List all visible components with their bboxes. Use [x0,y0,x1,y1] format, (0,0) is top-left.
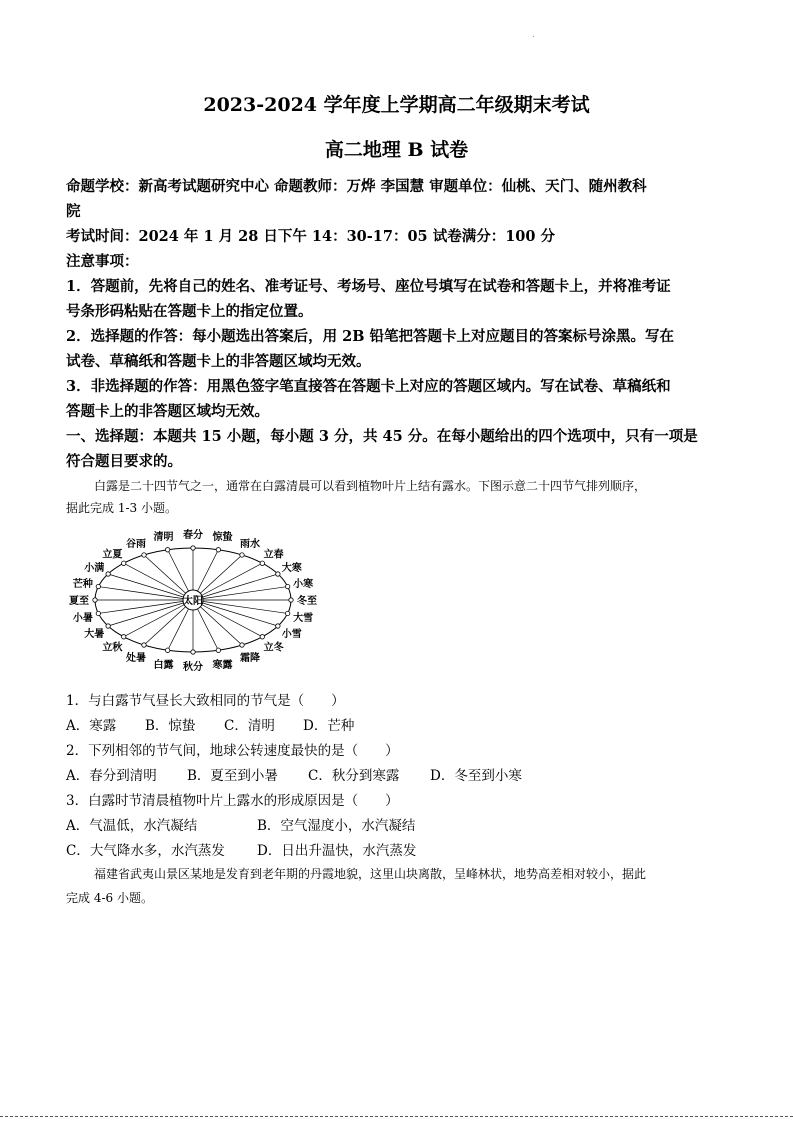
orbit-spoke [193,587,288,600]
q2-option-d: D．冬至到小寒 [430,768,522,784]
intro-text-cont: 据此完成 1-3 小题。 [66,501,177,515]
q1-option-b: B．惊蛰 [145,718,196,734]
term-label: 谷雨 [126,538,146,550]
page-bottom-rule [0,1116,793,1117]
term-label: 惊蛰 [212,532,233,544]
term-point [260,635,264,639]
q1-option-a: A．寒露 [66,718,117,734]
orbit-spoke [98,587,193,600]
term-point [122,561,126,565]
term-label: 处暑 [126,653,146,665]
term-label: 小满 [84,563,105,574]
note-3: 3．非选择题的作答：用黑色签字笔直接答在答题卡上对应的答题区域内。写在试卷、草稿纸和 [66,378,671,395]
term-point [122,635,126,639]
note-1: 1．答题前，先将自己的姓名、准考证号、考场号、座位号填写在试卷和答题卡上，并将准考证 [66,278,671,295]
term-point [240,553,244,557]
q1-option-d: D．芒种 [303,718,355,734]
term-label: 霜降 [240,653,260,665]
note-2: 2．选择题的作答：每小题选出答案后，用 2B 铅笔把答题卡上对应题目的答案标号涂黑。写在 [66,328,675,345]
term-point [276,624,280,628]
q2-option-c: C．秋分到寒露 [308,768,400,784]
note-1-cont: 号条形码粘贴在答题卡上的指定位置。 [66,303,313,320]
scan-dot [533,36,534,37]
notes-title: 注意事项： [66,253,139,270]
question-2-stem: 2．下列相邻的节气间，地球公转速度最快的是（ ） [66,743,399,759]
term-label: 大寒 [281,563,302,574]
term-point [142,553,146,557]
term-label: 立秋 [102,642,123,654]
orbit-spoke [108,600,193,626]
intro-text-2-cont: 完成 4-6 小题。 [66,891,153,905]
term-point [289,598,293,602]
orbit-spoke [193,574,278,600]
q1-option-c: C．清明 [224,718,275,734]
term-point [165,648,169,652]
exam-subtitle: 高二地理 B 试卷 [324,139,469,161]
term-label: 秋分 [183,662,203,673]
section-heading: 一、选择题：本题共 15 小题，每小题 3 分，共 45 分。在每小题给出的四个选项中，只有一项是 [66,428,698,445]
term-point [216,648,220,652]
term-point [106,624,110,628]
note-3-cont: 答题卡上的非答题区域均无效。 [66,403,269,420]
term-label: 春分 [183,530,203,541]
term-point [142,643,146,647]
orbit-spoke [108,574,193,600]
term-point [106,572,110,576]
term-label: 立冬 [263,642,284,654]
orbit-spoke [98,600,193,613]
q3-option-d: D．日出升温快，水汽蒸发 [257,843,417,859]
exam-title: 2023-2024 学年度上学期高二年级期末考试 [203,94,590,116]
term-label: 小暑 [72,613,93,625]
term-label: 芒种 [72,578,93,590]
term-label: 小寒 [293,578,314,590]
term-point [285,611,289,615]
term-label: 白露 [153,659,174,671]
q2-option-b: B．夏至到小暑 [187,768,278,784]
term-point [165,548,169,552]
term-label: 大雪 [293,613,314,625]
term-point [93,598,97,602]
note-2-cont: 试卷、草稿纸和答题卡上的非答题区域均无效。 [66,353,371,370]
q2-option-a: A．春分到清明 [66,768,157,784]
term-label: 立夏 [102,549,123,561]
question-1-stem: 1．与白露节气昼长大致相同的节气是（ ） [66,693,345,709]
term-point [285,584,289,588]
orbit-spoke [193,600,288,613]
term-point [96,584,100,588]
term-label: 冬至 [297,596,317,607]
term-label: 立春 [263,549,284,561]
term-point [216,548,220,552]
intro-text-2: 福建省武夷山景区某地是发育到老年期的丹霞地貌，这里山块离散，呈峰林状，地势高差相对较小，据此 [94,867,647,881]
intro-text: 白露是二十四节气之一，通常在白露清晨可以看到植物叶片上结有露水。下图示意二十四节气排列顺序， [94,479,647,493]
q3-option-b: B．空气湿度小，水汽凝结 [257,818,416,834]
term-label: 夏至 [69,596,89,607]
question-3-stem: 3．白露时节清晨植物叶片上露水的形成原因是（ ） [66,793,399,809]
term-point [191,546,195,550]
term-label: 小雪 [281,629,302,640]
term-label: 雨水 [240,538,260,550]
meta-time: 考试时间：2024 年 1 月 28 日下午 14：30-17：05 试卷满分：100 分 [66,228,556,245]
term-point [240,643,244,647]
q3-option-c: C．大气降水多，水汽蒸发 [66,843,225,859]
term-label: 大暑 [84,629,105,640]
term-point [191,650,195,654]
sun-label: 太阳 [183,596,203,607]
section-heading-cont: 符合题目要求的。 [66,453,182,470]
meta-authors: 命题学校：新高考试题研究中心 命题教师：万烨 李国慧 审题单位：仙桃、天门、随州教科 [66,178,647,195]
solar-terms-diagram [58,518,328,680]
term-point [276,572,280,576]
term-label: 清明 [153,532,174,544]
term-label: 寒露 [212,659,233,671]
meta-authors-cont: 院 [66,203,81,220]
orbit-spoke [193,600,278,626]
term-point [260,561,264,565]
term-point [96,611,100,615]
q3-option-a: A．气温低，水汽凝结 [66,818,198,834]
